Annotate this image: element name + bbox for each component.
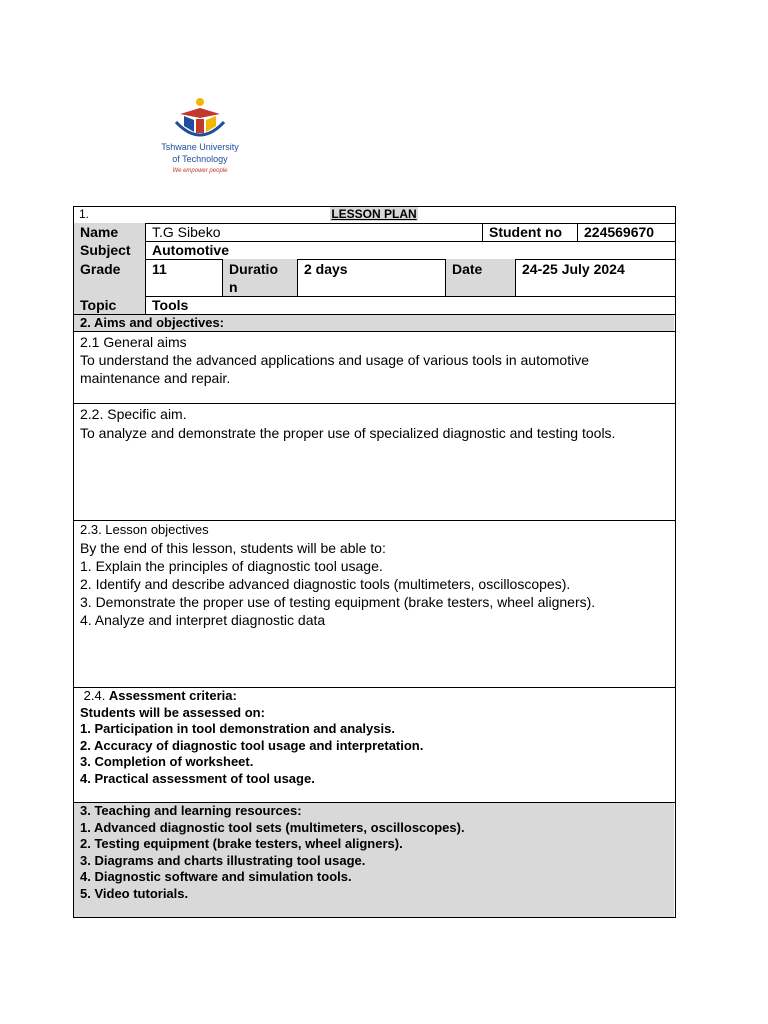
resource-item: 3. Diagrams and charts illustrating tool usage. [80, 852, 366, 868]
general-aims-text-1: To understand the advanced applications and usage of various tools in automotive [80, 352, 590, 368]
logo-name-line-1: Tshwane University [161, 142, 239, 152]
assessment-item: 2. Accuracy of diagnostic tool usage and interpretation. [80, 737, 424, 753]
student-no-label: Student no [489, 224, 563, 240]
logo-name-line-2: of Technology [172, 154, 228, 164]
header-number: 1. [79, 207, 90, 221]
assessment-intro: Students will be assessed on: [80, 704, 265, 720]
topic-row [73, 296, 675, 314]
date-label: Date [446, 259, 515, 296]
grade-label: Grade [74, 259, 145, 296]
objective-item: 2. Identify and describe advanced diagnostic tools (multimeters, oscilloscopes). [80, 576, 571, 592]
objective-item: 4. Analyze and interpret diagnostic data [80, 612, 326, 628]
lesson-objectives-intro: By the end of this lesson, students will be able to: [80, 540, 386, 556]
header-row [73, 206, 675, 223]
lesson-plan-title: LESSON PLAN [331, 207, 417, 221]
resource-item: 2. Testing equipment (brake testers, wheel aligners). [80, 836, 403, 851]
student-no-value: 224569670 [584, 224, 655, 240]
grade-value: 11 [152, 261, 167, 277]
lesson-objectives [80, 521, 670, 629]
assessment-item: 4. Practical assessment of tool usage. [80, 770, 315, 786]
specific-aim-text: To analyze and demonstrate the proper use of specialized diagnostic and testing tools. [80, 425, 616, 441]
specific-aim-title: 2.2. Specific aim. [80, 406, 187, 422]
general-aims-text-2: maintenance and repair. [80, 370, 231, 386]
name-label: Name [74, 223, 145, 241]
resource-item: 5. Video tutorials. [80, 885, 189, 901]
assessment-criteria [80, 688, 670, 787]
logo-tagline: We empower people [172, 168, 228, 174]
objective-item: 1. Explain the principles of diagnostic tool usage. [80, 558, 383, 574]
resource-item: 1. Advanced diagnostic tool sets (multimeters, oscilloscopes). [80, 819, 465, 835]
resources-title: 3. Teaching and learning resources: [80, 803, 302, 818]
topic-value: Tools [152, 297, 189, 313]
resources-content [80, 803, 670, 902]
resource-item: 4. Diagnostic software and simulation tools. [80, 869, 352, 884]
objective-item: 3. Demonstrate the proper use of testing equipment (brake testers, wheel aligners). [80, 594, 596, 610]
subject-label: Subject [74, 241, 145, 259]
specific-aim [80, 405, 670, 442]
name-row [73, 223, 675, 241]
topic-label: Topic [74, 296, 145, 314]
assessment-item: 1. Participation in tool demonstration and analysis. [80, 721, 395, 736]
subject-value: Automotive [152, 242, 229, 258]
duration-value: 2 days [304, 261, 348, 277]
subject-row [73, 241, 675, 259]
aims-heading-row [74, 315, 674, 331]
name-value: T.G Sibeko [152, 224, 221, 240]
university-emblem-icon [170, 96, 230, 140]
duration-label: Duratio n [223, 259, 297, 296]
grade-row [73, 259, 675, 296]
general-aims-title: 2.1 General aims [80, 334, 187, 350]
lesson-objectives-title: 2.3. Lesson objectives [80, 522, 209, 537]
assessment-item: 3. Completion of worksheet. [80, 754, 254, 769]
university-logo [148, 96, 252, 182]
aims-heading: 2. Aims and objectives: [80, 315, 225, 330]
assessment-title: 2.4. Assessment criteria: [83, 688, 237, 703]
date-value: 24-25 July 2024 [522, 261, 625, 277]
general-aims [80, 333, 670, 387]
